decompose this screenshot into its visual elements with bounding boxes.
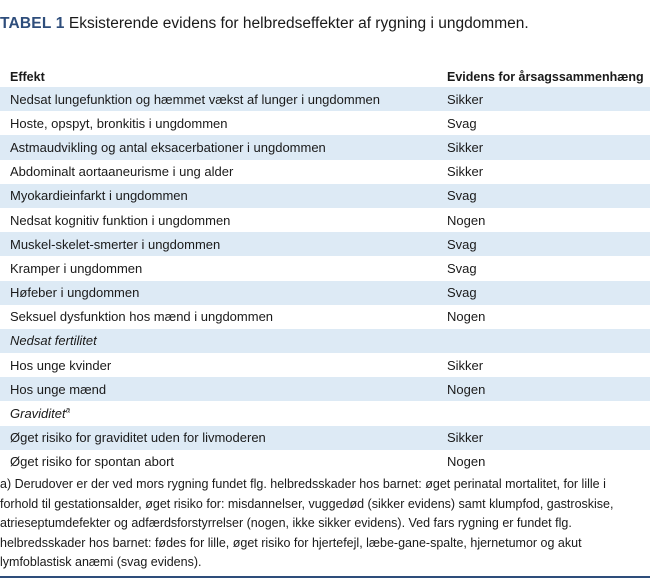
evidence-cell: Svag	[447, 256, 650, 280]
table-row	[0, 450, 650, 474]
evidence-cell: Nogen	[447, 377, 650, 401]
evidence-cell: Svag	[447, 111, 650, 135]
table-row	[0, 208, 650, 232]
effect-cell: Nedsat lungefunktion og hæmmet vækst af lunger i ungdommen	[0, 87, 447, 111]
table-row	[0, 281, 650, 305]
effect-cell: Muskel-skelet-smerter i ungdommen	[0, 232, 447, 256]
section-heading-pregnancy	[0, 401, 650, 425]
table-row	[0, 184, 650, 208]
evidence-cell: Nogen	[447, 305, 650, 329]
effect-cell: Hoste, opspyt, bronkitis i ungdommen	[0, 111, 447, 135]
section-row-fertility	[0, 329, 650, 353]
effect-cell: Hos unge mænd	[0, 377, 447, 401]
effect-cell: Kramper i ungdommen	[0, 256, 447, 280]
evidence-cell: Svag	[447, 281, 650, 305]
evidence-cell: Sikker	[447, 426, 650, 450]
column-header-evidence: Evidens for årsagssammenhæng	[447, 67, 650, 87]
table-row	[0, 87, 650, 111]
section-heading-pregnancy-text: Graviditet	[10, 406, 66, 422]
evidence-cell: Nogen	[447, 450, 650, 474]
section-heading-fertility: Nedsat fertilitet	[0, 329, 650, 353]
evidence-cell: Sikker	[447, 160, 650, 184]
evidence-cell: Sikker	[447, 135, 650, 159]
table-footnote: a) Derudover er der ved mors rygning fundet flg. helbredsskader hos barnet: øget perinatal mortalitet, for lille i forhold til gestationsalder, øget risiko for: misdannelser, vuggedød (sikker evidens) samt klumpfod, gastroskise, atrieseptumdefekter og adfærdsforstyrrelser (nogen, ikke sikker evidens). Ved fars rygning er fundet flg. helbredsskader hos barnet: fødes for lille, øget risiko for hjertefejl, læbe-gane-spalte, hjernetumor og akut lymfoblastisk anæmi (svag evidens).	[0, 477, 614, 569]
evidence-table	[0, 67, 650, 474]
effect-cell: Hos unge kvinder	[0, 353, 447, 377]
table-header-row	[0, 67, 650, 87]
table-row	[0, 305, 650, 329]
effect-cell: Astmaudvikling og antal eksacerbationer i ungdommen	[0, 135, 447, 159]
evidence-cell: Sikker	[447, 353, 650, 377]
footnote-marker: a	[65, 405, 71, 415]
effect-cell: Nedsat kognitiv funktion i ungdommen	[0, 208, 447, 232]
section-row-pregnancy	[0, 401, 650, 425]
table-row	[0, 353, 650, 377]
table-caption-label: TABEL 1	[0, 15, 65, 32]
bottom-divider	[0, 576, 650, 578]
table-row	[0, 111, 650, 135]
table-container	[0, 67, 650, 474]
table-row	[0, 135, 650, 159]
effect-cell: Høfeber i ungdommen	[0, 281, 447, 305]
table-caption-text: Eksisterende evidens for helbredseffekter af rygning i ungdommen.	[64, 15, 529, 32]
table-row	[0, 256, 650, 280]
table-caption	[0, 13, 630, 34]
effect-cell: Øget risiko for spontan abort	[0, 450, 447, 474]
effect-cell: Abdominalt aortaaneurisme i ung alder	[0, 160, 447, 184]
table-row	[0, 232, 650, 256]
effect-cell: Myokardieinfarkt i ungdommen	[0, 184, 447, 208]
evidence-cell: Svag	[447, 232, 650, 256]
evidence-cell: Svag	[447, 184, 650, 208]
evidence-cell: Sikker	[447, 87, 650, 111]
table-row	[0, 377, 650, 401]
column-header-effect: Effekt	[0, 67, 447, 87]
effect-cell: Øget risiko for graviditet uden for livmoderen	[0, 426, 447, 450]
table-row	[0, 160, 650, 184]
effect-cell: Seksuel dysfunktion hos mænd i ungdommen	[0, 305, 447, 329]
table-row	[0, 426, 650, 450]
evidence-cell: Nogen	[447, 208, 650, 232]
